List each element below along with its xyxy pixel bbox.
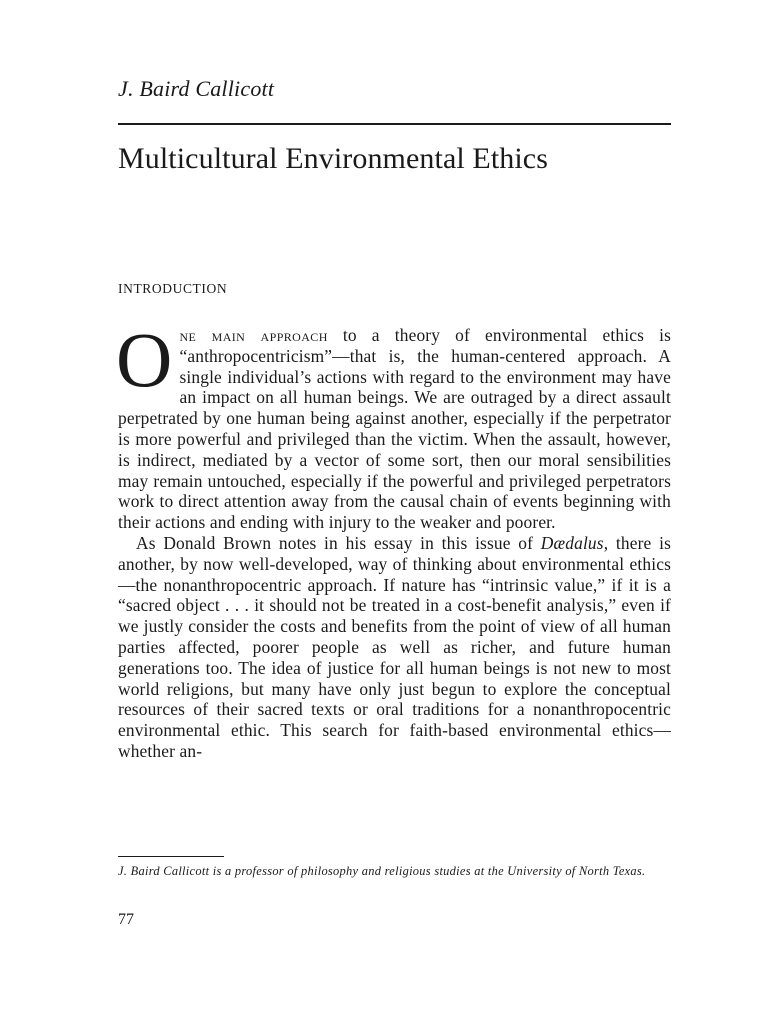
drop-cap: O: [116, 316, 173, 403]
page-number: 77: [118, 911, 134, 928]
paragraph-2: [118, 533, 671, 762]
author-footnote: J. Baird Callicott is a professor of philosophy and religious studies at the University of North Texas.: [118, 864, 646, 878]
article-title: Multicultural Environmental Ethics: [118, 142, 548, 175]
footnote-rule: [118, 856, 224, 857]
journal-name: Dædalus: [540, 532, 604, 553]
section-heading: INTRODUCTION: [118, 281, 228, 296]
header-rule: [118, 123, 671, 125]
paragraph-1: [116, 316, 671, 533]
author-name: J. Baird Callicott: [118, 76, 275, 101]
article-body: [116, 316, 671, 762]
lead-in-small-caps: ne main approach: [179, 325, 328, 345]
paragraph-2-text-before: As Donald Brown notes in his essay in this issue of: [136, 532, 541, 553]
paragraph-2-text-after: , there is another, by now well-developed, way of thinking about environmental ethics—the nonanthropocentric approach. If nature has “intrinsic value,” if it is a “sacred object . . . it should not be treated in a cost-benefit analysis,” even if we justly consider the costs and benefits from the point of view of all human parties affected, poorer people as well as richer, and future human generations too. The idea of justice for all human beings is not new to most world religions, but many have only just begun to explore the conceptual resources of their sacred texts or oral traditions for a nonanthropocentric environmental ethic. This search for faith-based environmental ethics—whether an-: [118, 532, 671, 761]
paragraph-1-text: to a theory of environmental ethics is “anthropocentricism”—that is, the human-centered approach. A single individual’s actions with regard to the environment may have an impact on all human beings. We are outraged by a direct assault perpetrated by one human being against another, especially if the perpetrator is more powerful and privileged than the victim. When the assault, however, is indirect, mediated by a vector of some sort, then our moral sensibilities may remain untouched, especially if the powerful and privileged perpetrators work to direct attention away from the causal chain of events beginning with their actions and ending with injury to the weaker and poorer.: [118, 325, 671, 533]
